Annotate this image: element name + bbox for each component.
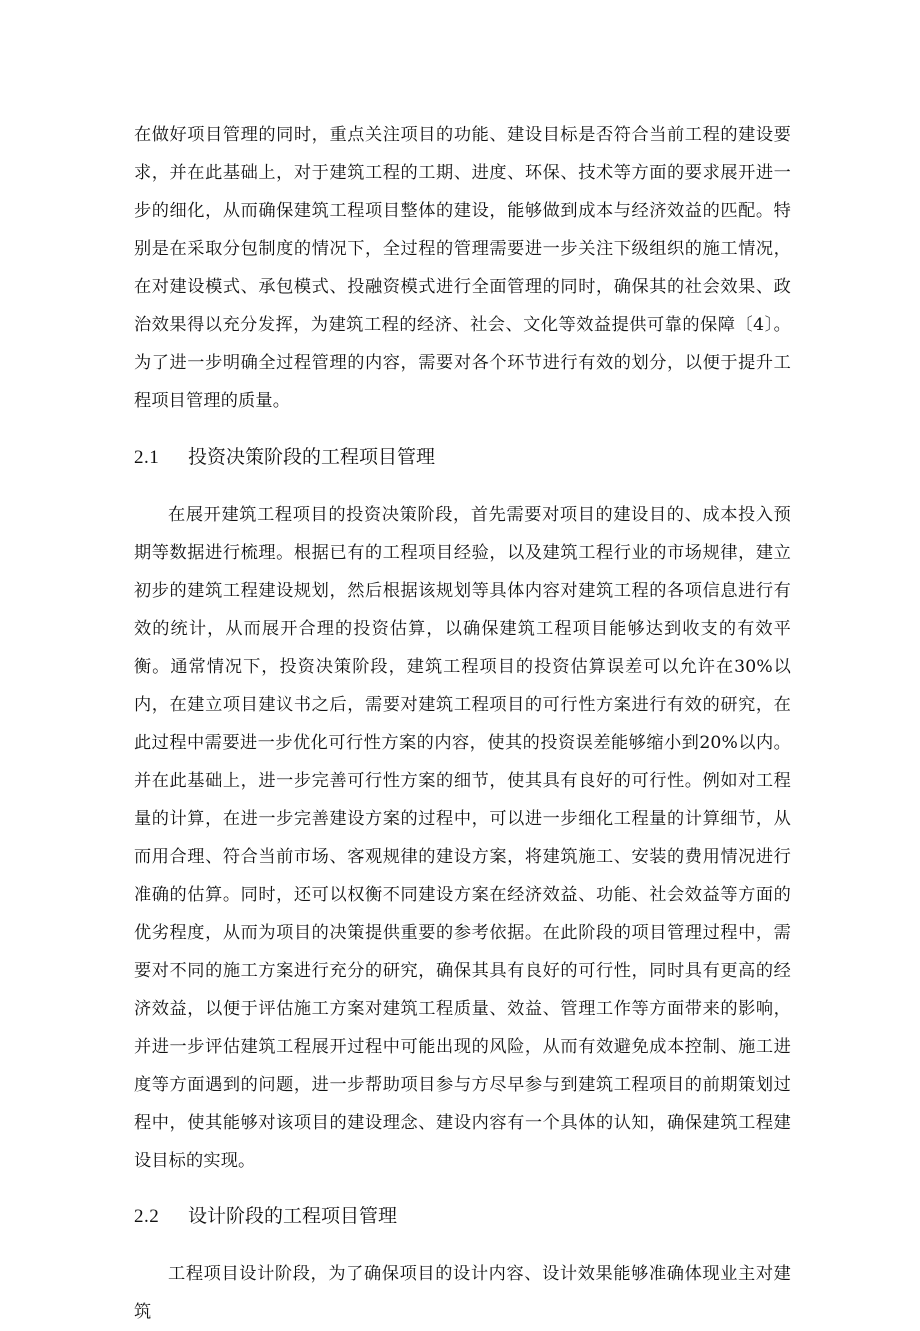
section-heading-2-1: [134, 442, 791, 473]
design-paragraph: 工程项目设计阶段，为了确保项目的设计内容、设计效果能够准确体现业主对建筑: [134, 1264, 791, 1322]
section-number: 2.1: [134, 447, 160, 468]
intro-paragraph: 在做好项目管理的同时，重点关注项目的功能、建设目标是否符合当前工程的建设要求，并在此基础上，对于建筑工程的工期、进度、环保、技术等方面的要求展开进一步的细化，从而确保建筑工程项目整体的建设，能够做到成本与经济效益的匹配。特别是在采取分包制度的情况下，全过程的管理需要进一步关注下级组织的施工情况，在对建设模式、承包模式、投融资模式进行全面管理的同时，确保其的社会效果、政治效果得以充分发挥，为建筑工程的经济、社会、文化等效益提供可靠的保障〔4〕。为了进一步明确全过程管理的内容，需要对各个环节进行有效的划分，以便于提升工程项目管理的质量。: [134, 125, 791, 411]
section-heading-2-2: [134, 1201, 791, 1232]
section-number: 2.2: [134, 1206, 160, 1227]
investment-paragraph: 在展开建筑工程项目的投资决策阶段，首先需要对项目的建设目的、成本投入预期等数据进行梳理。根据已有的工程项目经验，以及建筑工程行业的市场规律，建立初步的建筑工程建设规划，然后根据该规划等具体内容对建筑工程的各项信息进行有效的统计，从而展开合理的投资估算，以确保建筑工程项目能够达到收支的有效平衡。通常情况下，投资决策阶段，建筑工程项目的投资估算误差可以允许在30%以内，在建立项目建议书之后，需要对建筑工程项目的可行性方案进行有效的研究，在此过程中需要进一步优化可行性方案的内容，使其的投资误差能够缩小到20%以内。并在此基础上，进一步完善可行性方案的细节，使其具有良好的可行性。例如对工程量的计算，在进一步完善建设方案的过程中，可以进一步细化工程量的计算细节，从而用合理、符合当前市场、客观规律的建设方案，将建筑施工、安装的费用情况进行准确的估算。同时，还可以权衡不同建设方案在经济效益、功能、社会效益等方面的优劣程度，从而为项目的决策提供重要的参考依据。在此阶段的项目管理过程中，需要对不同的施工方案进行充分的研究，确保其具有良好的可行性，同时具有更高的经济效益，以便于评估施工方案对建筑工程质量、效益、管理工作等方面带来的影响，并进一步评估建筑工程展开过程中可能出现的风险，从而有效避免成本控制、施工进度等方面遇到的问题，进一步帮助项目参与方尽早参与到建筑工程项目的前期策划过程中，使其能够对该项目的建设理念、建设内容有一个具体的认知，确保建筑工程建设目标的实现。: [134, 505, 791, 1171]
section-title: 投资决策阶段的工程项目管理: [188, 446, 436, 468]
document-page: [134, 116, 791, 1331]
section-title: 设计阶段的工程项目管理: [188, 1205, 398, 1227]
